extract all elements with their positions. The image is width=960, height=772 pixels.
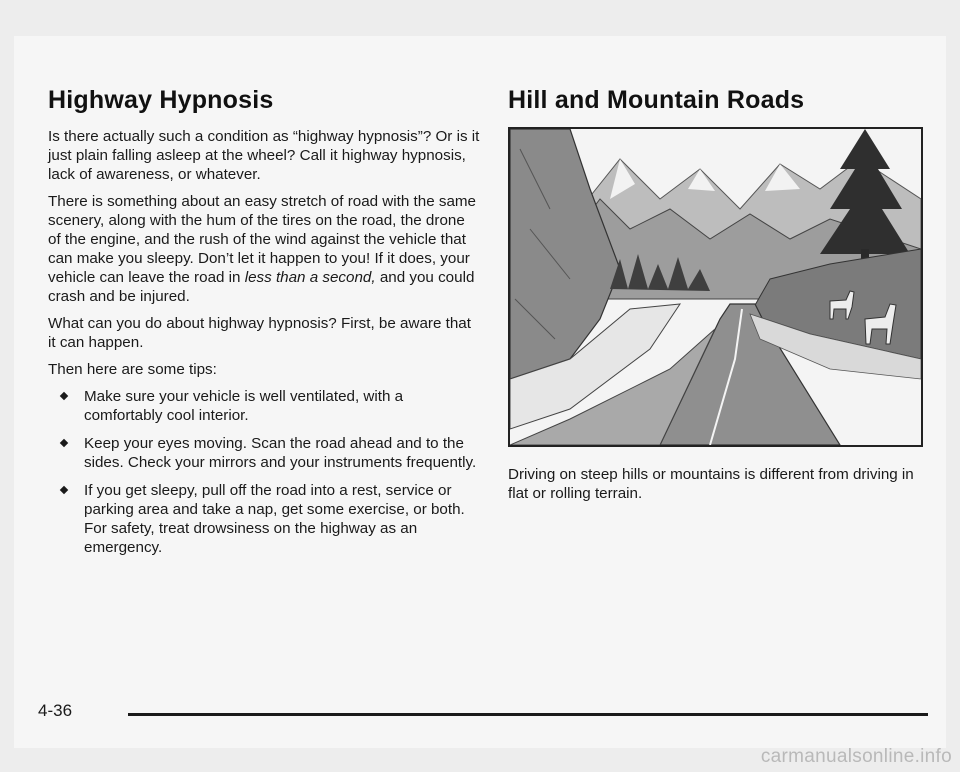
section-title-highway-hypnosis: Highway Hypnosis: [48, 86, 274, 114]
diamond-bullet-icon: [60, 486, 68, 494]
paragraph-2-text-b: and you could crash and be injured.: [48, 269, 475, 305]
mountain-road-illustration: [508, 127, 923, 447]
right-column: [508, 86, 928, 511]
diamond-bullet-icon: [60, 392, 68, 400]
paragraph-4: Then here are some tips:: [48, 361, 217, 378]
paragraph-2-text-a: There is something about an easy stretch of road with the same scenery, along with the hum of the tires on the road, the drone of the engine, and the rush of the wind against the vehicle that can make you sleepy. Don’t let it happen to you! If it does, your vehicle can leave the road in: [48, 193, 477, 286]
diamond-bullet-icon: [60, 439, 68, 447]
tip-text: Keep your eyes moving. Scan the road ahead and to the sides. Check your mirrors and your instruments frequently.: [84, 435, 477, 471]
section-title-hill-mountain-roads: Hill and Mountain Roads: [508, 86, 805, 114]
footer-rule: [128, 713, 928, 716]
paragraph-2: [48, 192, 480, 306]
list-item: [48, 387, 480, 425]
manual-page: [14, 36, 946, 748]
page-footer: [38, 701, 930, 723]
tip-text: If you get sleepy, pull off the road into a rest, service or parking area and take a nap, get some exercise, or both. For safety, treat drowsiness on the highway as an emergency.: [84, 482, 465, 556]
mountain-road-drawing: [510, 129, 921, 445]
watermark[interactable]: carmanualsonline.info: [760, 746, 952, 767]
paragraph-1: Is there actually such a condition as “highway hypnosis”? Or is it just plain falling asleep at the wheel? Call it highway hypnosis, lack of awareness, or whatever.: [48, 128, 480, 183]
paragraph-2-emphasis: less than a second,: [244, 269, 376, 286]
tip-text: Make sure your vehicle is well ventilated, with a comfortably cool interior.: [84, 388, 404, 424]
list-item: [48, 434, 480, 472]
paragraph-3: What can you do about highway hypnosis? First, be aware that it can happen.: [48, 315, 471, 351]
tips-list: [48, 387, 480, 557]
caption: Driving on steep hills or mountains is different from driving in flat or rolling terrain.: [508, 466, 914, 502]
page-number: 4-36: [38, 701, 73, 720]
list-item: [48, 481, 480, 557]
left-column: [48, 86, 480, 566]
